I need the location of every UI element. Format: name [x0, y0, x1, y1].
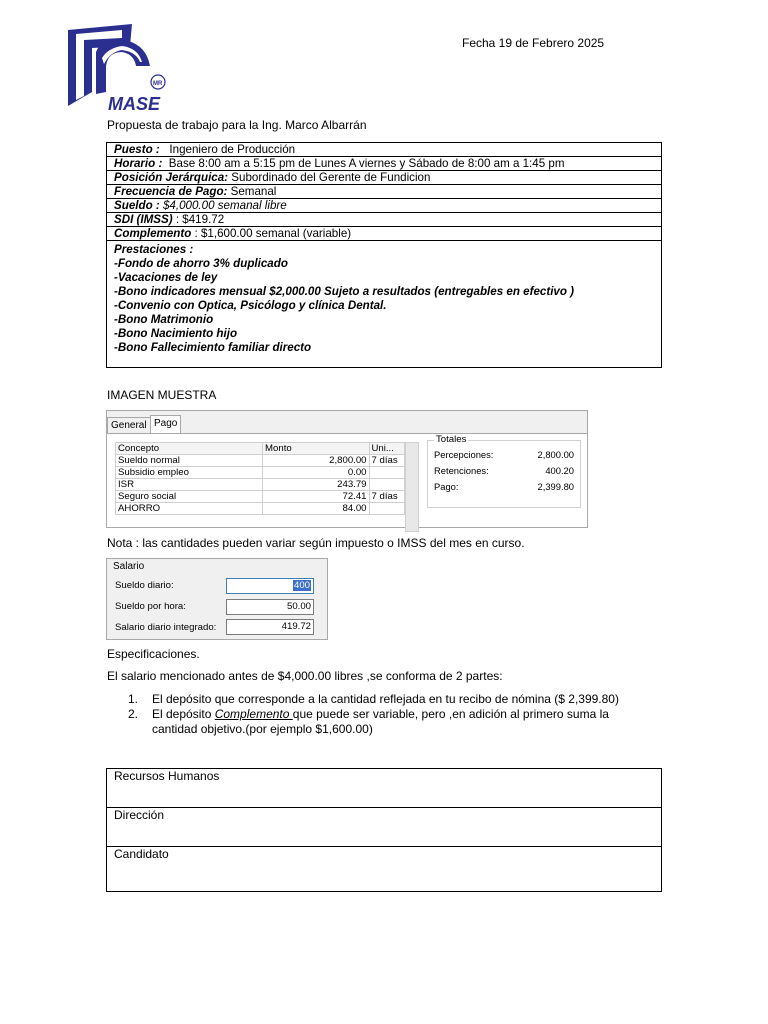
frecuencia-label: Frecuencia de Pago: [114, 185, 228, 198]
total-percepciones: Percepciones: 2,800.00 [434, 449, 574, 460]
unidad-cell: 7 días [369, 455, 405, 467]
puesto-label: Puesto : [114, 143, 160, 156]
sdi-value: : $419.72 [172, 213, 225, 226]
total-retenciones: Retenciones: 400.20 [434, 465, 574, 476]
monto-cell: 243.79 [263, 479, 369, 491]
salario-integrado-input[interactable]: 419.72 [226, 619, 314, 635]
list-item-continuation: cantidad objetivo.(por ejemplo $1,600.00) [152, 722, 373, 736]
unidad-cell: 7 días [369, 491, 405, 503]
prestaciones-cell [107, 241, 661, 367]
unidad-cell [369, 503, 405, 515]
horario-value: Base 8:00 am a 5:15 pm de Lunes A viernes y Sábado de 8:00 am a 1:45 pm [168, 157, 565, 170]
complemento-row [107, 227, 661, 241]
monto-cell: 0.00 [263, 467, 369, 479]
concepto-cell: AHORRO [116, 503, 263, 515]
total-pago: Pago: 2,399.80 [434, 481, 574, 492]
specs-list [128, 692, 619, 737]
prestacion-item: -Bono Nacimiento hijo [114, 327, 238, 340]
table-row[interactable] [116, 503, 405, 515]
posicion-value: Subordinado del Gerente de Fundicion [228, 171, 431, 184]
prestacion-item: -Bono Fallecimiento familiar directo [114, 341, 312, 354]
horario-label: Horario : [114, 157, 163, 170]
grid-scrollbar[interactable] [405, 442, 419, 532]
totals-title: Totales [436, 434, 467, 445]
sdi-label: SDI (IMSS) [114, 213, 173, 226]
complemento-value: : $1,600.00 semanal (variable) [191, 227, 352, 240]
frecuencia-row [107, 185, 661, 199]
list-item: 1. El depósito que corresponde a la cantidad reflejada en tu recibo de nómina ($ 2,399.80) [128, 692, 619, 706]
sample-label: IMAGEN MUESTRA [107, 388, 217, 402]
prestaciones-label: Prestaciones : [114, 243, 194, 256]
sueldo-diario-label: Sueldo diario: [115, 580, 174, 591]
frecuencia-value: Semanal [227, 185, 277, 198]
payroll-grid [115, 442, 405, 515]
tab-pago[interactable]: Pago [150, 415, 181, 435]
monto-cell: 84.00 [263, 503, 369, 515]
concepto-cell: Seguro social [116, 491, 263, 503]
table-row[interactable] [116, 479, 405, 491]
complemento-label: Complemento [114, 227, 192, 240]
sueldo-row [107, 199, 661, 213]
unidad-cell [369, 467, 405, 479]
salario-integrado-label: Salario diario integrado: [115, 622, 217, 633]
totals-group [427, 434, 581, 508]
concepto-cell: ISR [116, 479, 263, 491]
column-header-unidad[interactable]: Uni... [369, 443, 405, 455]
prestacion-item: -Bono indicadores mensual $2,000.00 Sujeto a resultados (entregables en efectivo ) [114, 285, 575, 298]
puesto-value: Ingeniero de Producción [169, 143, 296, 156]
salario-title: Salario [113, 561, 145, 572]
table-row[interactable] [116, 467, 405, 479]
sueldo-label: Sueldo : [114, 199, 160, 212]
prestacion-item: -Bono Matrimonio [114, 313, 214, 326]
tab-general[interactable]: General [107, 417, 151, 434]
column-header-monto[interactable]: Monto [263, 443, 369, 455]
svg-text:MASE: MASE [108, 94, 161, 112]
column-header-concepto[interactable]: Concepto [116, 443, 263, 455]
signature-cell-candidato: Candidato [114, 847, 169, 861]
sueldo-hora-input[interactable]: 50.00 [226, 599, 314, 615]
specs-title: Especificaciones. [107, 647, 200, 661]
list-item: 2. El depósito Complemento que puede ser variable, pero ,en adición al primero suma la [128, 707, 609, 721]
signature-table [106, 768, 662, 892]
sdi-row [107, 213, 661, 227]
job-info-table [106, 142, 662, 368]
prestacion-item: -Convenio con Optica, Psicólogo y clínica Dental. [114, 299, 387, 312]
signature-cell-rrhh: Recursos Humanos [107, 769, 661, 808]
monto-cell: 2,800.00 [263, 455, 369, 467]
payroll-sample-image [106, 410, 588, 528]
payroll-panel [107, 433, 587, 527]
signature-cell-direccion: Dirección [107, 808, 661, 847]
table-row[interactable] [116, 455, 405, 467]
specs-paragraph: El salario mencionado antes de $4,000.00 libres ,se conforma de 2 partes: [107, 669, 503, 683]
concepto-cell: Sueldo normal [116, 455, 263, 467]
salario-sample-image [106, 558, 328, 640]
sueldo-value: $4,000.00 semanal libre [159, 199, 287, 212]
document-date: Fecha 19 de Febrero 2025 [462, 36, 605, 50]
horario-row [107, 157, 661, 171]
svg-text:MR: MR [153, 81, 163, 87]
prestacion-item: -Fondo de ahorro 3% duplicado [114, 257, 288, 270]
company-logo [62, 22, 174, 112]
monto-cell: 72.41 [263, 491, 369, 503]
prestacion-item: -Vacaciones de ley [114, 271, 218, 284]
sueldo-hora-label: Sueldo por hora: [115, 601, 186, 612]
proposal-title: Propuesta de trabajo para la Ing. Marco Albarrán [107, 118, 367, 132]
note-text: Nota : las cantidades pueden variar según impuesto o IMSS del mes en curso. [107, 536, 525, 550]
table-row[interactable] [116, 491, 405, 503]
sueldo-diario-input[interactable]: 400 [226, 578, 314, 594]
posicion-row [107, 171, 661, 185]
unidad-cell [369, 479, 405, 491]
posicion-label: Posición Jerárquica: [114, 171, 229, 184]
concepto-cell: Subsidio empleo [116, 467, 263, 479]
puesto-row [107, 143, 661, 157]
